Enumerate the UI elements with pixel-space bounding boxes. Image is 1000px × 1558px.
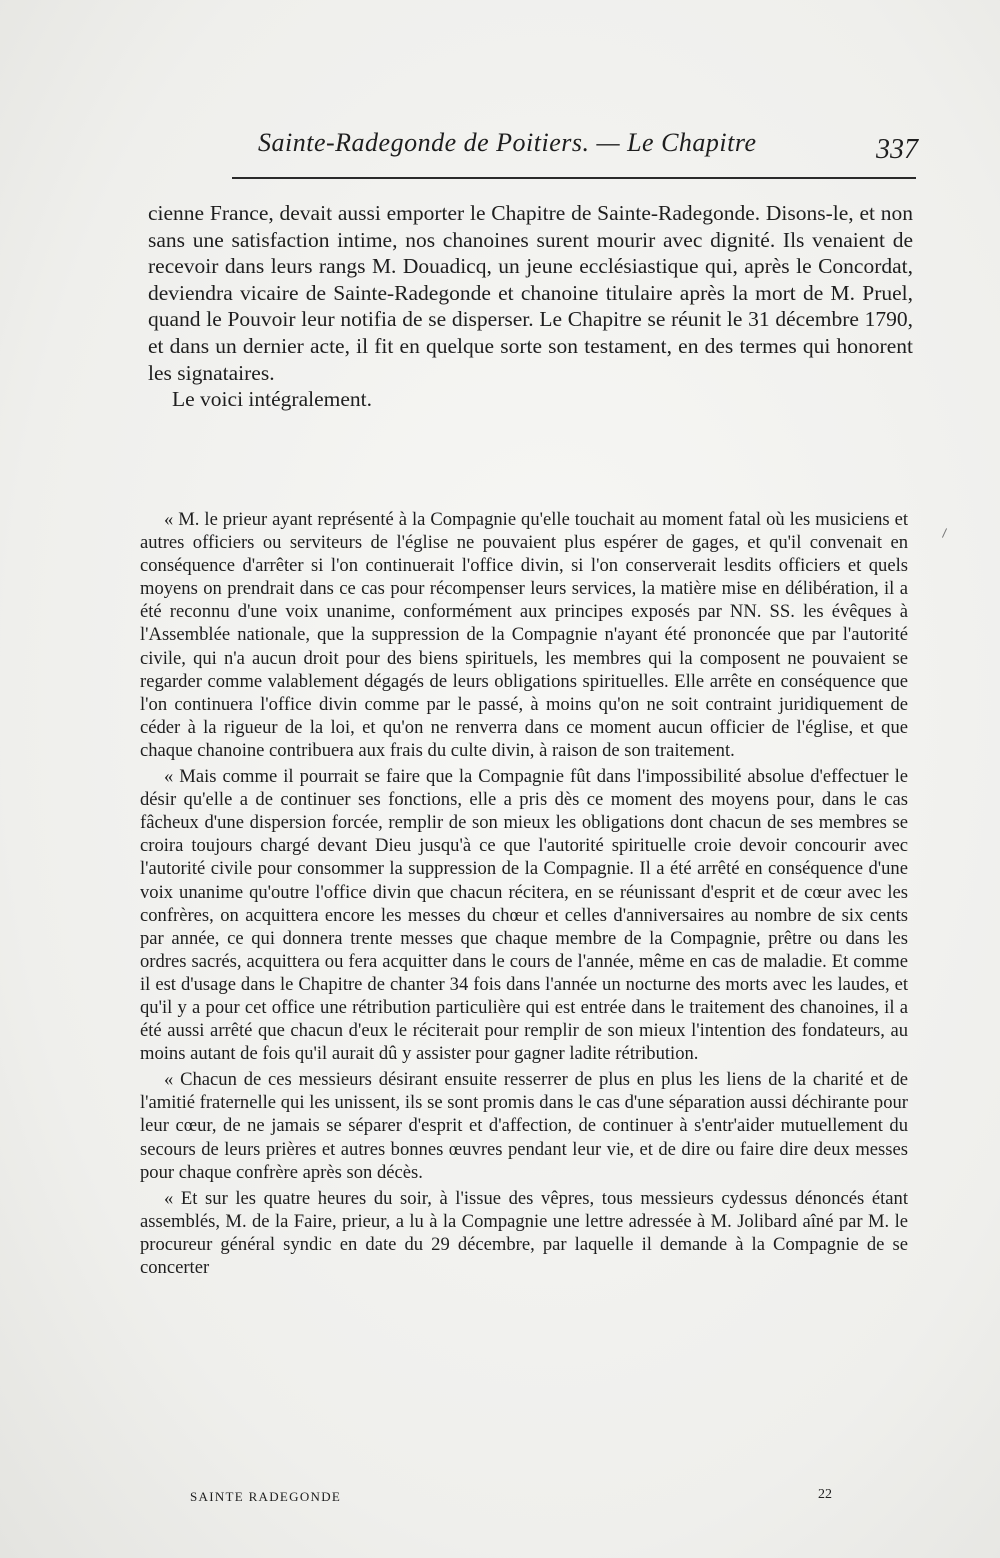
quote-paragraph: « Mais comme il pourrait se faire que la Compagnie fût dans l'impossibilité absolue d'effectuer le désir qu'elle a de continuer ses fonctions, elle a pris dès ce moment des moyens pour, dans le cas fâcheux d'une dispersion forcée, remplir de son mieux les obligations dont chacun de ses membres se croira toujours chargé devant Dieu jusqu'à ce que l'autorité spirituelle croie devoir concourir avec l'autorité civile pour consommer la suppression de la Compagnie. Il a été arrêté en conséquence d'une voix unanime qu'outre l'office divin que chacun récitera, en se réunissant d'esprit et de cœur avec les confrères, on acquittera encore les messes du chœur et celles d'anniversaires au nombre de six cents par année, ce qui donnera trente messes que chaque membre de la Compagnie, prêtre ou dans les ordres sacrés, acquittera ou fera acquitter dans le cours de l'année, même en cas de maladie. Et comme il est d'usage dans le Chapitre de chanter 34 fois dans l'année un nocturne des morts avec les laudes, et qu'il y a pour cet office une rétribution particulière qui est entrée dans le traitement des chanoines, il a été aussi arrêté que chacun d'eux le réciterait pour remplir de son mieux l'intention des fondateurs, au moins autant de fois qu'il aurait dû y assister pour gagner ladite rétribution. xyxy=(140,766,908,1065)
signature-mark: SAINTE RADEGONDE xyxy=(190,1489,342,1504)
page-number: 337 xyxy=(876,134,918,165)
quote-paragraph: « Chacun de ces messieurs désirant ensuite resserrer de plus en plus les liens de la charité et de l'amitié fraternelle qui les unissent, ils se sont promis dans le cas d'une séparation aussi déchirante pour leur cœur, de ne jamais se séparer d'esprit et d'affection, de continuer à s'entr'aider mutuellement du secours de leurs prières et autres bonnes œuvres pendant leur vie, et de dire ou faire dire deux messes pour chaque confrère après son décès. xyxy=(140,1069,908,1183)
quote-paragraph: « M. le prieur ayant représenté à la Compagnie qu'elle touchait au moment fatal où les musiciens et autres officiers ou serviteurs de l'église ne pouvaient plus espérer de gages, et qu'il convenait en conséquence d'arrêter si l'on continuerait l'office divin, si l'on conserverait lesdits officiers et quels moyens on prendrait dans ce cas pour récompenser leurs services, la matière mise en délibération, il a été reconnu d'une voix unanime, conformément aux principes exposés par NN. SS. les évêques à l'Assemblée nationale, que la suppression de la Compagnie n'ayant été prononcée que par l'autorité civile, qui n'a aucun droit pour des biens spirituels, les membres qui la composent ne pouvaient se regarder comme valablement dégagés de leurs obligations spirituelles. Elle arrête en conséquence que l'on continuera l'office divin comme par le passé, à moins qu'on ne soit contraint juridiquement de céder à la rigueur de la loi, et qu'on ne renverra dans ce moment aucun officier de l'église, et que chaque chanoine contribuera aux frais du culte divin, à raison de son traitement. xyxy=(140,509,908,761)
body-paragraph: Le voici intégralement. xyxy=(172,387,372,412)
sheet-number: 22 xyxy=(818,1487,832,1502)
running-header xyxy=(258,128,918,168)
quoted-deliberation xyxy=(140,508,908,1279)
quote-paragraph: « Et sur les quatre heures du soir, à l'issue des vêpres, tous messieurs cydessus dénoncés étant assemblés, M. de la Faire, prieur, a lu à la Compagnie une lettre adressée à M. Jolibard aîné par M. le procureur général syndic en date du 29 décembre, par laquelle il demande à la Compagnie de se concerter xyxy=(140,1187,908,1278)
header-rule xyxy=(232,177,916,179)
running-header-title: Sainte-Radegonde de Poitiers. — Le Chapitre xyxy=(258,128,757,157)
body-text xyxy=(148,200,913,413)
body-paragraph: cienne France, devait aussi emporter le Chapitre de Sainte-Radegonde. Disons-le, et non sans une satisfaction intime, nos chanoines surent mourir avec dignité. Ils venaient de recevoir dans leurs rangs M. Douadicq, un jeune ecclésiastique qui, après le Concordat, deviendra vicaire de Sainte-Radegonde et chanoine titulaire après la mort de M. Pruel, quand le Pouvoir leur notifia de se disperser. Le Chapitre se réunit le 31 décembre 1790, et dans un dernier acte, il fit en quelque sorte son testament, en des termes qui honorent les signataires. xyxy=(148,201,913,385)
